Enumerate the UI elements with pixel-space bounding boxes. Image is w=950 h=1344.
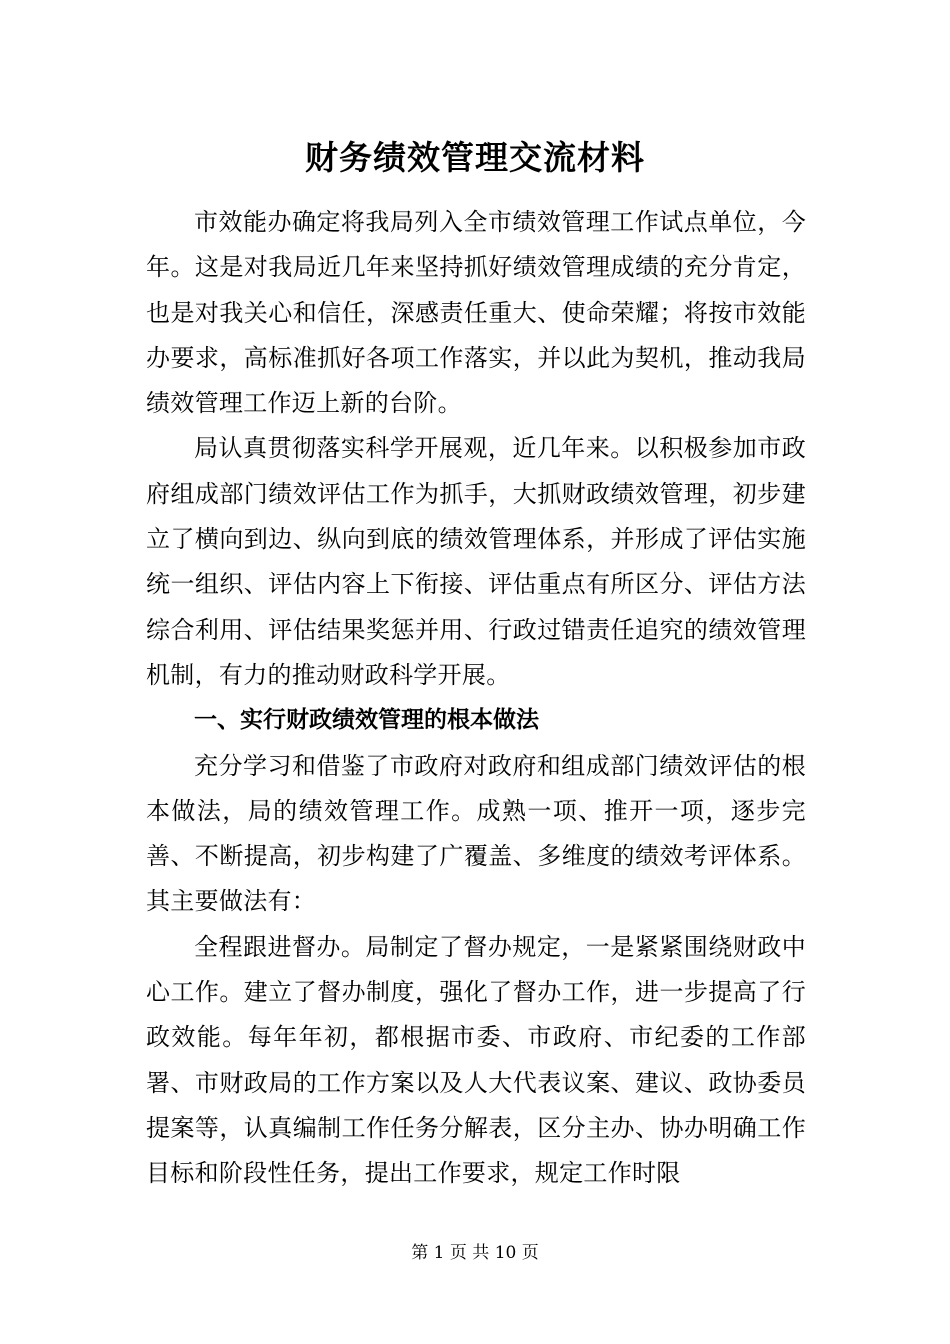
document-title: 财务绩效管理交流材料 [305,138,645,177]
paragraph-2: 局认真贯彻落实科学开展观，近几年来。以积极参加市政府组成部门绩效评估工作为抓手，大抓财政绩效管理，初步建立了横向到边、纵向到底的绩效管理体系，并形成了评估实施统一组织、评估内容上下衔接、评估重点有所区分、评估方法综合利用、评估结果奖惩并用、行政过错责任追究的绩效管理机制，有力的推动财政科学开展。 [146,434,806,689]
paragraph-3: 充分学习和借鉴了市政府对政府和组成部门绩效评估的根本做法，局的绩效管理工作。成熟一项、推开一项，逐步完善、不断提高，初步构建了广覆盖、多维度的绩效考评体系。其主要做法有： [146,751,806,916]
paragraph-1: 市效能办确定将我局列入全市绩效管理工作试点单位，今年。这是对我局近几年来坚持抓好绩效管理成绩的充分肯定，也是对我关心和信任，深感责任重大、使命荣耀；将按市效能办要求，高标准抓好各项工作落实，并以此为契机，推动我局绩效管理工作迈上新的台阶。 [146,208,806,418]
section-heading: 一、实行财政绩效管理的根本做法 [194,707,539,734]
page-footer: 第 1 页 共 10 页 [411,1243,539,1263]
paragraph-4: 全程跟进督办。局制定了督办规定，一是紧紧围绕财政中心工作。建立了督办制度，强化了督办工作，进一步提高了行政效能。每年年初，都根据市委、市政府、市纪委的工作部署、市财政局的工作方案以及人大代表议案、建议、政协委员提案等，认真编制工作任务分解表，区分主办、协办明确工作目标和阶段性任务，提出工作要求，规定工作时限 [146,932,806,1188]
document-body [146,200,806,1197]
